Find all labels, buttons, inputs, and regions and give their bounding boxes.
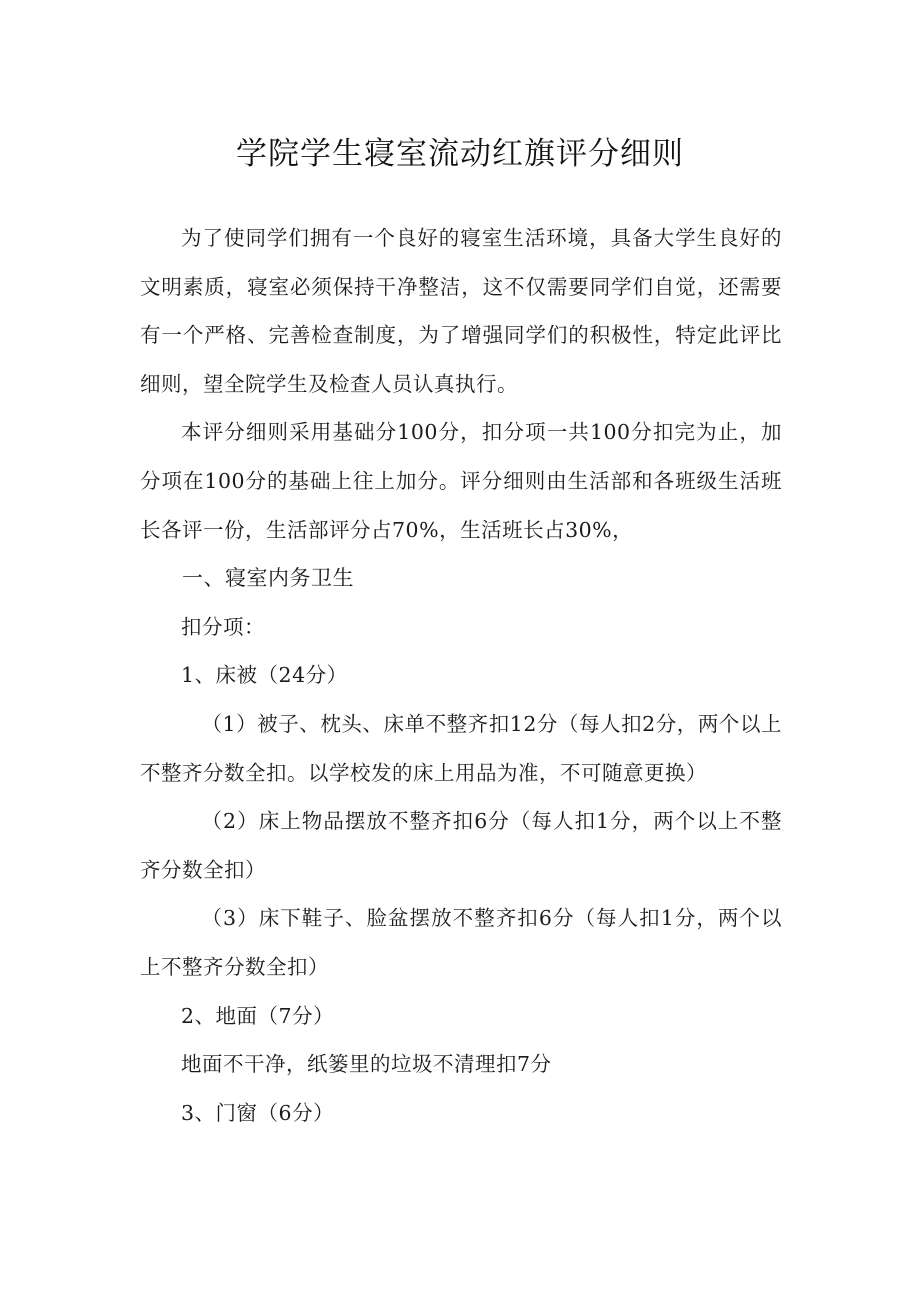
deduction-label: 扣分项： [181, 614, 265, 639]
item-bedding-sub-3: （3）床下鞋子、脸盆摆放不整齐扣6分（每人扣1分，两个以上不整齐分数全扣） [140, 906, 782, 979]
item-floor-text: 地面不干净，纸篓里的垃圾不清理扣7分 [181, 1052, 552, 1077]
document-title: 学院学生寝室流动红旗评分细则 [236, 136, 684, 172]
item-bedding-label: 1、床被（24分） [181, 663, 348, 688]
item-floor-label: 2、地面（7分） [181, 1003, 335, 1028]
item-doors-windows-label: 3、门窗（6分） [181, 1100, 335, 1125]
section-heading: 一、寝室内务卫生 [182, 566, 354, 591]
item-bedding-sub-1: （1）被子、枕头、床单不整齐扣12分（每人扣2分，两个以上不整齐分数全扣。以学校发的床上用品为准，不可随意更换） [140, 711, 782, 785]
intro-paragraph-1: 为了使同学们拥有一个良好的寝室生活环境，具备大学生良好的文明素质，寝室必须保持干净整洁，这不仅需要同学们自觉，还需要有一个严格、完善检查制度，为了增强同学们的积极性，特定此评比细则，望全院学生及检查人员认真执行。 [140, 226, 782, 396]
item-bedding-sub-2: （2）床上物品摆放不整齐扣6分（每人扣1分，两个以上不整齐分数全扣） [140, 809, 782, 882]
intro-paragraph-2: 本评分细则采用基础分100分，扣分项一共100分扣完为止，加分项在100分的基础上往上加分。评分细则由生活部和各班级生活班长各评一份，生活部评分占70%，生活班长占30%， [140, 420, 782, 542]
document-body [140, 214, 782, 1137]
